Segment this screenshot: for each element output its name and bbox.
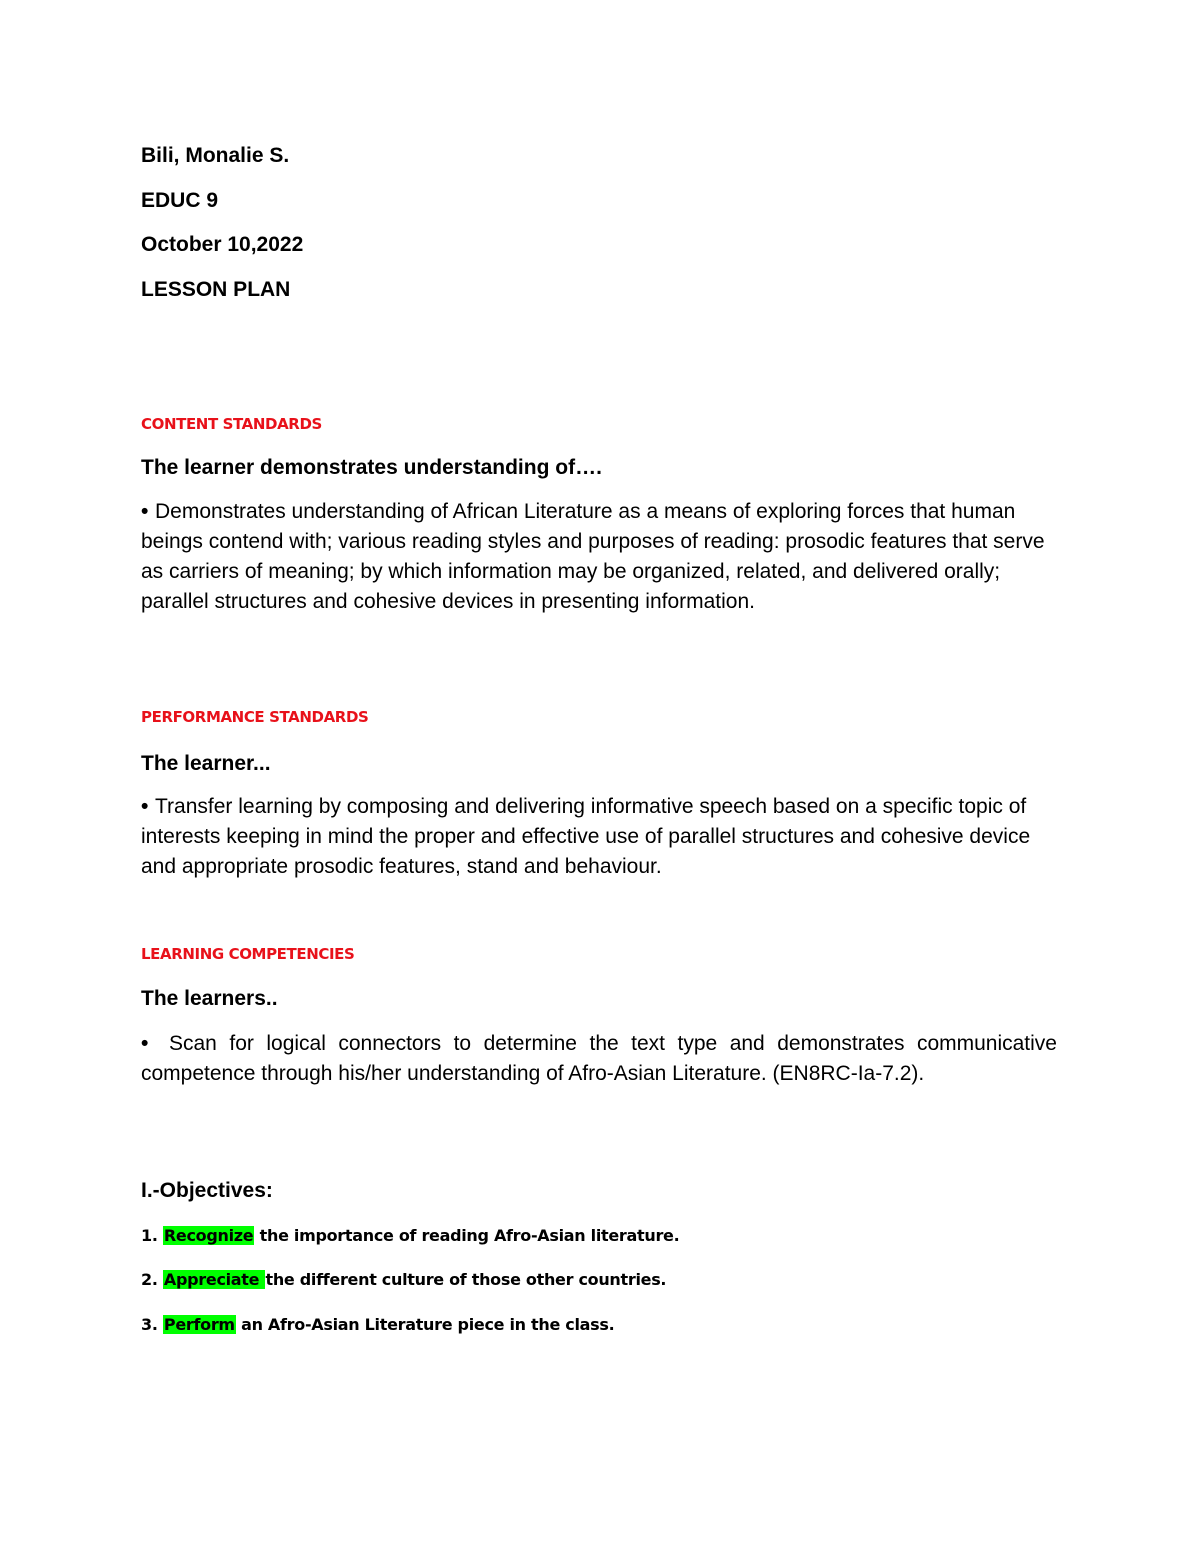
objective-text: an Afro-Asian Literature piece in the class. — [235, 1315, 615, 1334]
objective-text: the importance of reading Afro-Asian literature. — [254, 1226, 680, 1245]
objective-number: 2. — [141, 1270, 158, 1289]
objective-verb-highlight: Appreciate — [163, 1270, 265, 1289]
author-name: Bili, Monalie S. — [141, 144, 290, 167]
objective-verb-highlight: Recognize — [163, 1226, 254, 1245]
performance-standards-heading: PERFORMANCE STANDARDS — [141, 708, 369, 726]
learning-competencies-lead: The learners.. — [141, 987, 278, 1010]
content-standards-paragraph — [141, 497, 1051, 617]
objective-item — [141, 1313, 614, 1337]
document-date: October 10,2022 — [141, 233, 304, 256]
content-standards-heading: CONTENT STANDARDS — [141, 415, 322, 433]
objective-item — [141, 1268, 666, 1292]
objective-text: the different culture of those other countries. — [265, 1270, 667, 1289]
performance-standards-paragraph — [141, 792, 1056, 882]
performance-standards-lead: The learner... — [141, 752, 271, 775]
objective-item — [141, 1224, 679, 1248]
course-code: EDUC 9 — [141, 189, 219, 212]
objective-verb-highlight: Perform — [163, 1315, 235, 1334]
document-title: LESSON PLAN — [141, 278, 291, 301]
objectives-heading: I.-Objectives: — [141, 1179, 273, 1202]
performance-standards-text: Transfer learning by composing and delivering informative speech based on a specific topic of interests keeping in mind the proper and effective use of parallel structures and cohesive device and appropriate prosodic features, stand and behaviour. — [141, 795, 1031, 878]
objective-number: 3. — [141, 1315, 158, 1334]
bullet-mark: • — [141, 1032, 149, 1055]
learning-competencies-paragraph — [141, 1029, 1057, 1089]
content-standards-lead: The learner demonstrates understanding of…. — [141, 456, 602, 479]
bullet-mark: • — [141, 795, 149, 818]
objective-number: 1. — [141, 1226, 158, 1245]
learning-competencies-text: Scan for logical connectors to determine the text type and demonstrates communicative competence through his/her understanding of Afro-Asian Literature. (EN8RC-Ia-7.2). — [141, 1032, 1057, 1085]
content-standards-text: Demonstrates understanding of African Literature as a means of exploring forces that human beings contend with; various reading styles and purposes of reading: prosodic features that serve as carriers of meaning; by which information may be organized, related, and delivered orally; parallel structures and cohesive devices in presenting information. — [141, 500, 1045, 613]
learning-competencies-heading: LEARNING COMPETENCIES — [141, 945, 355, 963]
bullet-mark: • — [141, 500, 149, 523]
